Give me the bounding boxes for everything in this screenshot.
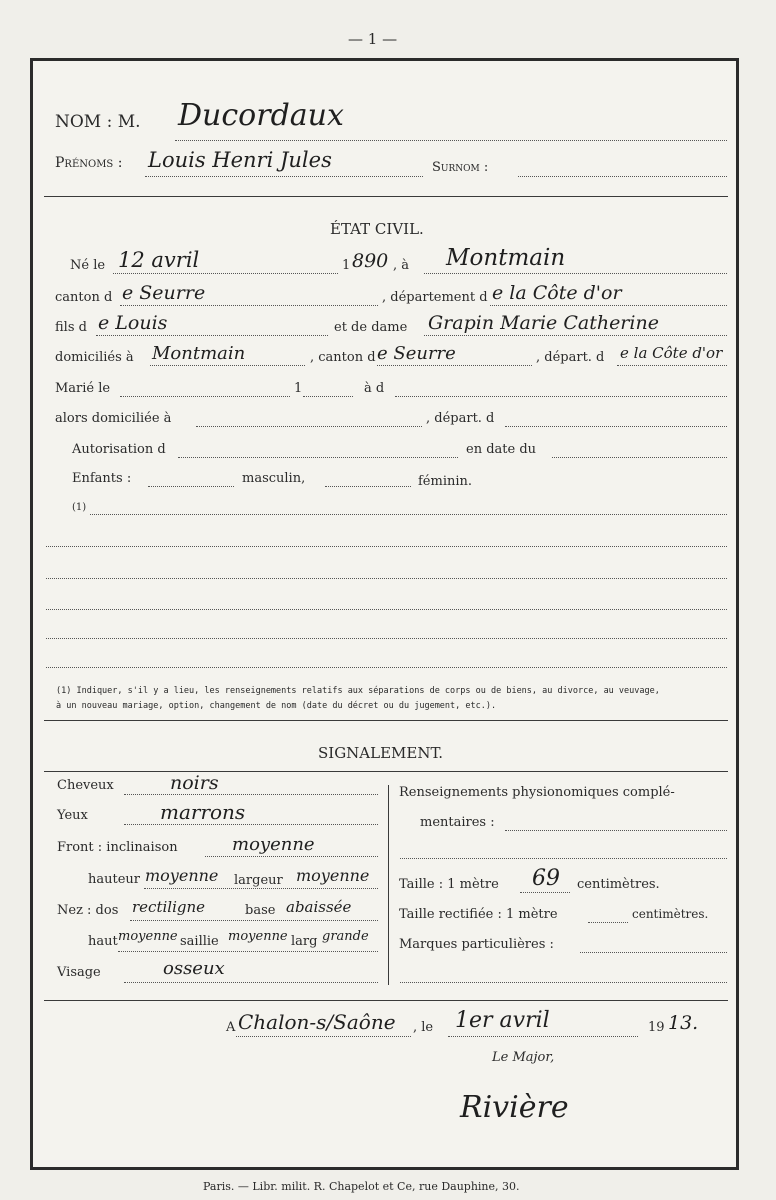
canton2-label: , canton d: [310, 350, 376, 365]
yeux-label: Yeux: [57, 808, 88, 823]
nom-value: Ducordaux: [178, 98, 344, 133]
renseignements-label: Renseignements physionomiques complé-: [399, 785, 675, 800]
taille-label: Taille : 1 mètre: [399, 877, 499, 892]
etat-civil-title: ÉTAT CIVIL.: [330, 220, 424, 238]
header-divider: [44, 196, 728, 197]
larg-label: larg: [291, 934, 318, 949]
autorisation-label: Autorisation d: [72, 442, 166, 457]
en-date-label: en date du: [466, 442, 537, 457]
base-value: abaissée: [286, 898, 352, 916]
etat-civil-divider: [44, 720, 728, 721]
taille-rectifiee-label: Taille rectifiée : 1 mètre: [399, 907, 558, 922]
largeur-label: largeur: [234, 873, 283, 888]
note-line-5: [46, 638, 727, 639]
saillie-label: saillie: [180, 934, 219, 949]
marie-year-line: [303, 396, 353, 397]
ne-le-label: Né le: [70, 258, 106, 273]
imprint: Paris. — Libr. milit. R. Chapelot et Ce, rue Dauphine, 30.: [203, 1180, 520, 1193]
note-line-2: [46, 546, 727, 547]
departement-value: e la Côte d'or: [492, 282, 622, 304]
base-label: base: [245, 903, 276, 918]
note-line-4: [46, 609, 727, 610]
domicilies-value: Montmain: [152, 343, 246, 364]
signature-place: Chalon-s/Saône: [238, 1010, 396, 1034]
canton-line: [120, 305, 378, 306]
en-date-line: [552, 457, 727, 458]
prenoms-label: Prénoms :: [55, 155, 123, 171]
enfants-label: Enfants :: [72, 471, 132, 486]
larg-value: grande: [322, 929, 369, 944]
fils-value: e Louis: [98, 312, 168, 334]
signalement-title: SIGNALEMENT.: [318, 744, 444, 762]
cheveux-line: [124, 794, 378, 795]
birth-year: 890: [352, 250, 389, 272]
saillie-value: moyenne: [228, 929, 288, 944]
signature-le-label: , le: [413, 1020, 434, 1035]
footnote-line-2: à un nouveau mariage, option, changement de nom (date du décret ou du jugement, etc.).: [56, 701, 497, 711]
marques-line-2: [400, 982, 727, 983]
canton2-line: [377, 365, 532, 366]
masculin-label: masculin,: [242, 471, 306, 486]
a-d-line: [395, 396, 727, 397]
nez-label: Nez : dos: [57, 903, 119, 918]
prenoms-value: Louis Henri Jules: [148, 148, 332, 172]
signature-year: 13.: [668, 1012, 699, 1034]
hauteur-value: moyenne: [145, 866, 219, 885]
marques-label: Marques particulières :: [399, 937, 554, 952]
depart2-line: [505, 426, 727, 427]
departement-line: [490, 305, 727, 306]
fils-label: fils d: [55, 320, 87, 335]
canton-label: canton d: [55, 290, 113, 305]
signature-place-line: [236, 1036, 411, 1037]
major-signature: Rivière: [460, 1090, 569, 1125]
dame-value: Grapin Marie Catherine: [428, 312, 659, 334]
surnom-line: [518, 176, 727, 177]
haut-value: moyenne: [118, 929, 178, 944]
signalement-top-rule: [44, 771, 728, 772]
major-label: Le Major,: [492, 1050, 555, 1065]
signature-a-label: A: [226, 1020, 236, 1035]
alors-label: alors domiciliée à: [55, 411, 172, 426]
marie-year: 1: [294, 381, 303, 396]
visage-value: osseux: [163, 958, 225, 979]
dame-label: et de dame: [334, 320, 408, 335]
note-ref: (1): [72, 502, 87, 513]
taille-line: [520, 892, 570, 893]
alors-line: [196, 426, 422, 427]
depart-line: [617, 365, 727, 366]
signature-year-prefix: 19: [648, 1020, 665, 1035]
autorisation-line: [178, 457, 458, 458]
nez-line: [130, 920, 378, 921]
note-line-3: [46, 578, 727, 579]
nez-dos-value: rectiligne: [132, 898, 206, 916]
taille-value: 69: [532, 866, 560, 891]
domicilies-line: [150, 365, 305, 366]
dame-line: [424, 335, 727, 336]
masculin-line: [325, 486, 411, 487]
haut-line: [118, 951, 378, 952]
cheveux-value: noirs: [170, 772, 219, 794]
taille-rectifiee-line: [588, 922, 628, 923]
depart-label: , départ. d: [536, 350, 605, 365]
marie-label: Marié le: [55, 381, 111, 396]
front-value: moyenne: [232, 834, 315, 855]
enfants-line: [148, 486, 234, 487]
birth-date: 12 avril: [118, 248, 200, 272]
signature-date: 1er avril: [455, 1008, 550, 1033]
domicilies-label: domiciliés à: [55, 350, 134, 365]
cheveux-label: Cheveux: [57, 778, 114, 793]
birth-date-line: [113, 273, 338, 274]
birth-place-line: [424, 273, 727, 274]
a-d-label: à d: [364, 381, 385, 396]
haut-label: haut: [88, 934, 118, 949]
hauteur-label: hauteur: [88, 872, 140, 887]
visage-label: Visage: [57, 965, 101, 980]
depart-value: e la Côte d'or: [620, 344, 723, 362]
centimetres-label: centimètres.: [577, 877, 660, 892]
note-line-1: [90, 514, 727, 515]
departement-label: , département d: [382, 290, 488, 305]
surnom-label: Surnom :: [432, 160, 489, 175]
front-line: [205, 856, 378, 857]
a-label: , à: [393, 258, 410, 273]
year-prefix: 1: [342, 258, 351, 273]
mentaires-line-2: [400, 858, 727, 859]
visage-line: [124, 982, 378, 983]
nom-line: [175, 140, 727, 141]
footnote-line-1: (1) Indiquer, s'il y a lieu, les renseignements relatifs aux séparations de corps ou de biens, au divorce, au veuvage,: [56, 686, 660, 696]
feminin-label: féminin.: [418, 474, 473, 489]
front-label: Front : inclinaison: [57, 840, 178, 855]
page-number: — 1 —: [348, 30, 398, 48]
hauteur-line: [144, 888, 378, 889]
canton2-value: e Seurre: [377, 343, 456, 364]
note-line-6: [46, 667, 727, 668]
nom-label: NOM : M.: [55, 112, 141, 132]
mentaires-line: [505, 830, 727, 831]
birth-place: Montmain: [446, 245, 566, 271]
signalement-bottom-rule: [44, 1000, 728, 1001]
depart2-label: , départ. d: [426, 411, 495, 426]
marie-line: [120, 396, 290, 397]
yeux-value: marrons: [160, 800, 246, 824]
yeux-line: [124, 824, 378, 825]
mentaires-label: mentaires :: [420, 815, 495, 830]
signature-date-line: [448, 1036, 638, 1037]
signalement-column-divider: [388, 785, 389, 985]
canton-value: e Seurre: [122, 282, 206, 304]
prenoms-line: [145, 176, 423, 177]
fils-line: [96, 335, 328, 336]
centimet-label: centimètres.: [632, 907, 709, 921]
marques-line: [580, 952, 727, 953]
largeur-value: moyenne: [296, 866, 370, 885]
